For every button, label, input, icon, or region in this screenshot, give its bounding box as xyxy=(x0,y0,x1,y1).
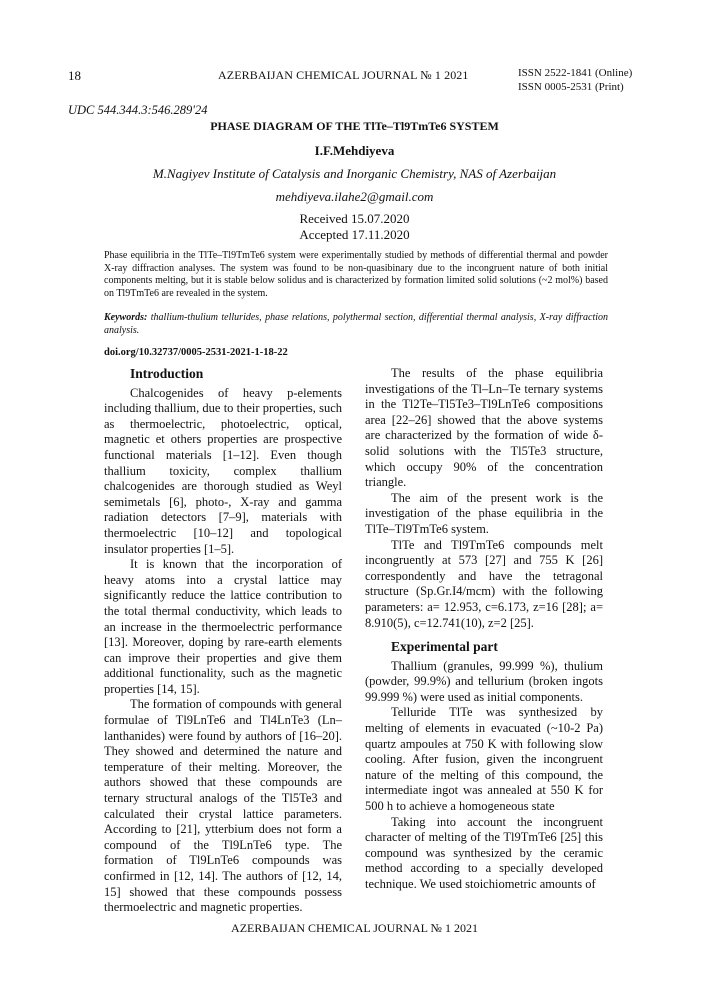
paragraph: The formation of compounds with general formulae of Tl9LnTe6 and Tl4LnTe3 (Ln–lanthanides) were found by authors of [16–20]. They showed and determined the nature and temperature of their melting. Moreover, the authors showed that these compounds are ternary structural analogs of the Tl5Te3 and calculated their crystal lattice parameters. According to [21], ytterbium does not form a compound of the Tl9LnTe6 type. The formation of Tl9LnTe6 compounds was confirmed in [12, 14]. The authors of [12, 14, 15] showed that these compounds possess thermoelectric and magnetic properties. xyxy=(104,697,342,915)
paragraph: It is known that the incorporation of heavy atoms into a crystal lattice may significantly reduce the lattice contribution to the total thermal conductivity, which leads to an increase in the thermoelectric performance [13]. Moreover, doping by rare-earth elements can improve their properties and give them additional functionality, such as the magnetic properties [14, 15]. xyxy=(104,557,342,696)
section-heading-experimental: Experimental part xyxy=(391,639,498,655)
running-head: AZERBAIJAN CHEMICAL JOURNAL № 1 2021 xyxy=(218,68,469,82)
section-heading-introduction: Introduction xyxy=(130,366,204,381)
issn-block xyxy=(518,66,632,94)
issn-print: ISSN 0005-2531 (Print) xyxy=(518,81,624,93)
issn-online: ISSN 2522-1841 (Online) xyxy=(518,67,633,79)
paper-title: PHASE DIAGRAM OF THE TlTe–Tl9TmTe6 SYSTEM xyxy=(210,119,499,133)
affiliation: M.Nagiyev Institute of Catalysis and Inorganic Chemistry, NAS of Azerbaijan xyxy=(152,166,557,181)
paragraph: The aim of the present work is the investigation of the phase equilibria in the TlTe–Tl9TmTe6 system. xyxy=(365,490,603,536)
footer: AZERBAIJAN CHEMICAL JOURNAL № 1 2021 xyxy=(231,921,478,935)
dates xyxy=(0,211,709,243)
keywords xyxy=(104,312,608,337)
keywords-label: Keywords: xyxy=(104,312,148,323)
keywords-text: thallium-thulium tellurides, phase relations, polythermal section, differential thermal analysis, X-ray diffraction analysis. xyxy=(104,312,609,336)
paragraph: Taking into account the incongruent character of melting of the Tl9TmTe6 [25] this compound was synthesized by the ceramic method according to a specially developed technique. We used stoichiometric amounts of xyxy=(365,814,603,891)
author: I.F.Mehdiyeva xyxy=(314,143,395,158)
right-column xyxy=(365,366,603,893)
doi-link[interactable]: doi.org/10.32737/0005-2531-2021-1-18-22 xyxy=(104,347,288,358)
paragraph: The results of the phase equilibria investigations of the Tl–Ln–Te ternary systems in the Tl2Te–Tl5Te3–Tl9LnTe6 compositions area [22–26] showed that the above systems are characterized by the formation of wide δ-solid solutions with the Tl5Te3 structure, which occupy 90% of the concentration triangle. xyxy=(365,366,603,490)
paragraph: TlTe and Tl9TmTe6 compounds melt incongruently at 573 [27] and 755 K [26] correspondently and have the tetragonal structure (Sp.Gr.I4/mcm) with the following parameters: a= 12.953, c=6.173, z=16 [28]; a= 8.910(5), c=12.741(10), z=2 [25]. xyxy=(365,537,603,630)
paragraph: Thallium (granules, 99.999 %), thulium (powder, 99.9%) and tellurium (broken ingots 99.999 %) were used as initial components. xyxy=(365,658,603,704)
page-number: 18 xyxy=(68,68,81,83)
abstract: Phase equilibria in the TlTe–Tl9TmTe6 system were experimentally studied by methods of differential thermal and powder X-ray diffraction analyses. The system was found to be non-quasibinary due to the incongruent nature of both initial components melting, but it is stable below solidus and is characterized by formation limited solid solutions (~2 mol%) based on Tl9TmTe6 are revealed in the system. xyxy=(104,250,608,299)
accepted-date: Accepted 17.11.2020 xyxy=(299,227,410,242)
received-date: Received 15.07.2020 xyxy=(299,211,410,226)
left-column xyxy=(104,366,342,916)
email: mehdiyeva.ilahe2@gmail.com xyxy=(275,189,434,204)
paragraph: Telluride TlTe was synthesized by melting of elements in evacuated (~10-2 Pa) quartz ampoules at 750 K with following slow cooling. After fusion, given the incongruent nature of the melting of this compound, the intermediate ingot was annealed at 550 K for 500 h to achieve a homogeneous state xyxy=(365,705,603,814)
paragraph: Chalcogenides of heavy p-elements including thallium, due to their properties, such as thermoelectric, photoelectric, optical, magnetic et others properties are prospective functional materials [1–12]. Even though thallium toxicity, complex thallium chalcogenides are thorough studied as Weyl semimetals [6], photo-, X-ray and gamma radiation detectors [7–9], materials with thermoelectric [10–12] and topological insulator properties [1–5]. xyxy=(104,385,342,556)
udc-code: UDC 544.344.3:546.289'24 xyxy=(68,103,208,117)
